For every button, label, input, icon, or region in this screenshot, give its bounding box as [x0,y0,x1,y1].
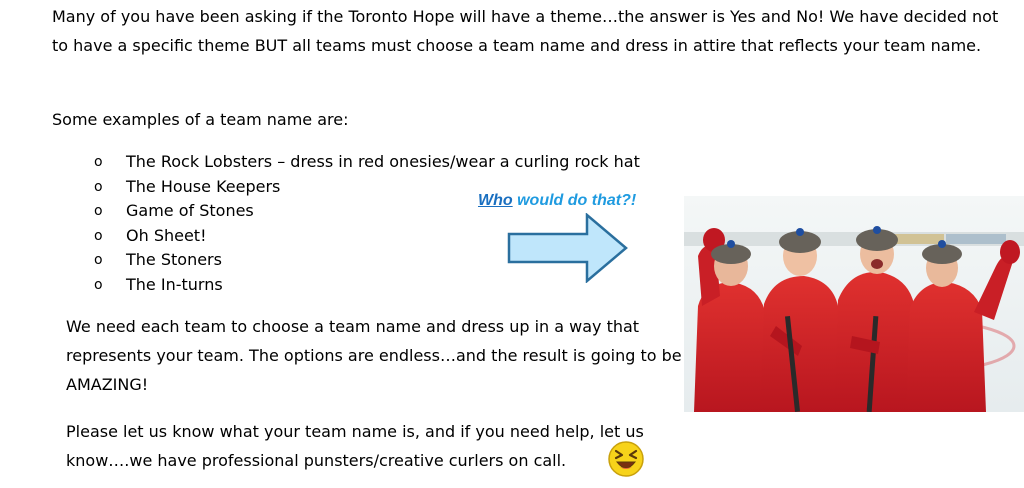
bullet-icon: o [94,276,103,293]
bullet-icon: o [94,154,103,170]
list-item-label: Oh Sheet! [126,225,207,245]
list-item-label: Game of Stones [126,201,254,221]
callout-who-link[interactable]: Who [478,192,513,209]
instructions-paragraph: We need each team to choose a team name and dress up in a way that represents your team. The options are endless…and the result is going to be AMAZING! [66,317,682,394]
callout-rest: would do that?! [512,192,637,209]
arrow-shape [509,215,626,281]
intro-paragraph: Many of you have been asking if the Toronto Hope will have a theme…the answer is Yes and No! We have decided not to have a specific theme BUT all teams must choose a team name and dress in attire that reflects your team name. [52,7,999,55]
bullet-icon: o [94,252,103,269]
list-item-label: The House Keepers [126,176,281,196]
list-item-label: The Rock Lobsters – dress in red onesies/wear a curling rock hat [126,152,640,171]
list-item-label: The Stoners [126,250,222,270]
right-arrow-icon [507,213,629,283]
list-item-label: The In-turns [126,274,223,294]
bullet-icon: o [94,203,103,220]
bullet-icon: o [94,178,103,195]
callout-text [478,192,636,210]
help-paragraph: Please let us know what your team name is, and if you need help, let us know….we have professional punsters/creative curlers on call. [66,422,644,470]
examples-heading: Some examples of a team name are: [52,110,349,129]
list-item [92,150,640,175]
curling-team-photo [684,196,1024,412]
bullet-icon: o [94,227,103,244]
